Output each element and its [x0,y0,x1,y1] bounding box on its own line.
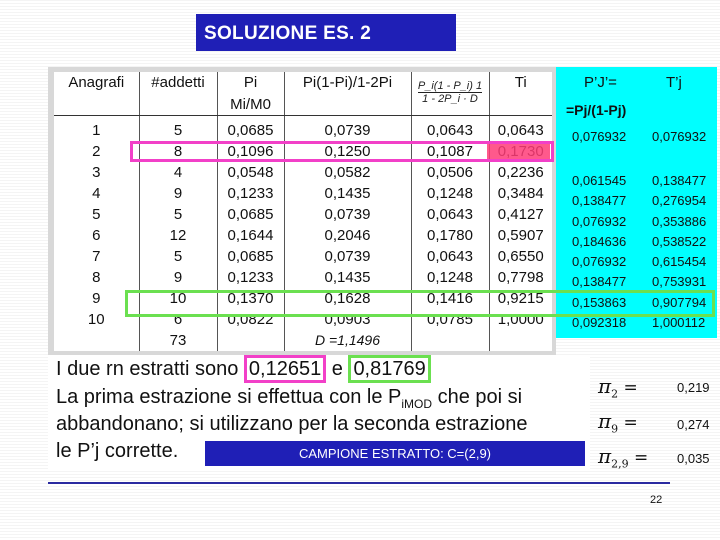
table-cell: 1 [92,122,101,139]
pi-value: 0,219 [677,380,710,395]
table-cell: 0,0903 [284,309,411,330]
side-value: 0,092318 [572,315,627,331]
table-cell: 0,1233 [217,183,284,204]
table-row [54,116,552,142]
table-cell: 8 [92,269,101,286]
side-value: 0,138477 [572,274,627,290]
side-first-value: 0,076932 [652,129,707,144]
side-value: 0,276954 [652,193,707,209]
table-cell: 0,1644 [217,225,284,246]
table-cell: 6 [139,309,217,330]
side-value: 0,076932 [572,254,627,270]
total-addetti: 73 [139,330,217,351]
table-cell: 0,1096 [217,141,284,162]
total-row [54,330,552,351]
table-cell: 0,1248 [411,183,489,204]
table-cell: 0,0685 [217,116,284,142]
table-row [54,225,552,246]
table-cell: 0,1248 [411,267,489,288]
table-cell: 4 [92,185,101,202]
side-value: 0,076932 [572,213,627,229]
table-row [54,267,552,288]
col-header-fraction [411,72,489,116]
table-cell: 0,1370 [217,288,284,309]
table-cell: 9 [139,267,217,288]
pi-label: $\pi_2$ = [598,374,638,401]
table-cell: 0,1435 [284,183,411,204]
side-header-t: T’j [666,74,682,91]
table-cell: 5 [139,246,217,267]
page-number: 22 [650,494,663,506]
table-cell: 0,6550 [489,246,552,267]
col-header: Anagrafi [68,74,125,91]
table-cell: 5 [139,204,217,225]
table-cell: 0,1416 [411,288,489,309]
table-cell: 0,5907 [489,225,552,246]
pi-value: 0,274 [677,417,710,432]
table-cell: 0,0643 [489,116,552,142]
table-cell: 0,0506 [411,162,489,183]
side-header-p: P’J’= [584,74,617,91]
highlight-row-green [125,290,715,317]
table-cell: 7 [92,248,101,265]
table-row [54,183,552,204]
table-row [54,204,552,225]
table-cell: 0,0643 [411,116,489,142]
table-cell: 0,1087 [411,141,489,162]
total-d: D =1,1496 [284,330,411,351]
table-cell: 9 [139,183,217,204]
col-header [54,93,139,116]
side-value: 0,753931 [652,274,707,290]
pi-label: $\pi_{2,9}$ = [598,444,649,471]
table-cell: 2 [92,143,101,160]
table-cell: 0,0785 [411,309,489,330]
table-row [54,162,552,183]
table-cell: 0,0643 [411,204,489,225]
table-cell: 0,1780 [411,225,489,246]
header-row [54,72,552,93]
table-cell: 5 [139,116,217,142]
table-cell: 0,0685 [217,246,284,267]
side-value: 0,138477 [572,193,627,209]
random-number-1: 0,12651 [244,355,326,383]
table-cell: 4 [139,162,217,183]
table-cell: 0,0582 [284,162,411,183]
table-cell: 0,2046 [284,225,411,246]
table-cell: 0,0685 [217,204,284,225]
col-header [139,93,217,116]
side-value: 0,907794 [652,294,707,310]
table-cell: 6 [92,227,101,244]
side-value: 0,061545 [572,173,627,188]
col-header: #addetti [139,72,217,93]
slide-title: SOLUZIONE ES. 2 [196,14,456,51]
text-line: le P’j corrette. [56,440,179,462]
highlight-row-pink [130,141,554,162]
table-cell: 0,1435 [284,267,411,288]
table-cell: 0,9215 [489,288,552,309]
table-cell: 0,3484 [489,183,552,204]
footer-divider [48,482,670,484]
side-value: 0,353886 [652,213,707,229]
pi-label: $\pi_9$ = [598,409,638,436]
col-header: Mi/M0 [217,93,284,116]
table-cell: 0,0739 [284,116,411,142]
table-cell: 12 [139,225,217,246]
table-cell: 0,0822 [217,309,284,330]
table-cell: 0,1250 [284,141,411,162]
pi-value: 0,035 [677,451,710,466]
col-header: Pi(1-Pi)/1-2Pi [284,72,411,93]
table-cell: 0,0739 [284,246,411,267]
table-cell: 0,4127 [489,204,552,225]
random-number-2: 0,81769 [348,355,430,383]
col-header [489,93,552,116]
table-cell: 0,0548 [217,162,284,183]
table-cell: 0,1628 [284,288,411,309]
campione-banner: CAMPIONE ESTRATTO: C=(2,9) [205,441,585,466]
side-value: 0,138477 [652,173,707,188]
side-value: 0,615454 [652,254,707,270]
text-line: I due rn estratti sono 0,12651 e 0,81769 [56,355,431,383]
side-value: 0,153863 [572,294,627,310]
table-cell: 0,0739 [284,204,411,225]
col-header [284,93,411,116]
table-cell: 0,2236 [489,162,552,183]
table-cell: 9 [92,290,101,307]
fraction: $\frac{P\_i(1 - P\_i) 1}{1 - 2P\_i \cdot D}$ [417,79,483,105]
side-formula: =Pj/(1-Pj) [566,102,627,118]
table-cell: 10 [139,288,217,309]
col-header: Ti [489,72,552,93]
table-cell: 0,7798 [489,267,552,288]
text-line: abbandonano; si utilizzano per la seconda estrazione [56,413,528,435]
side-value: 1,000112 [652,315,706,331]
table-cell: 0,1233 [217,267,284,288]
table-cell: 10 [87,311,105,328]
side-first-value: 0,076932 [572,129,627,144]
table-row [54,246,552,267]
table-cell: 0,0643 [411,246,489,267]
table-cell: 3 [92,164,101,181]
table-cell: 1,0000 [489,309,552,330]
table-cell: 8 [139,141,217,162]
side-value: 0,184636 [572,233,627,249]
table-cell: 5 [92,206,101,223]
text-line: La prima estrazione si effettua con le $P_{iMOD}$ che poi si [56,386,523,411]
col-header: Pi [217,72,284,93]
side-value: 0,538522 [652,233,707,249]
